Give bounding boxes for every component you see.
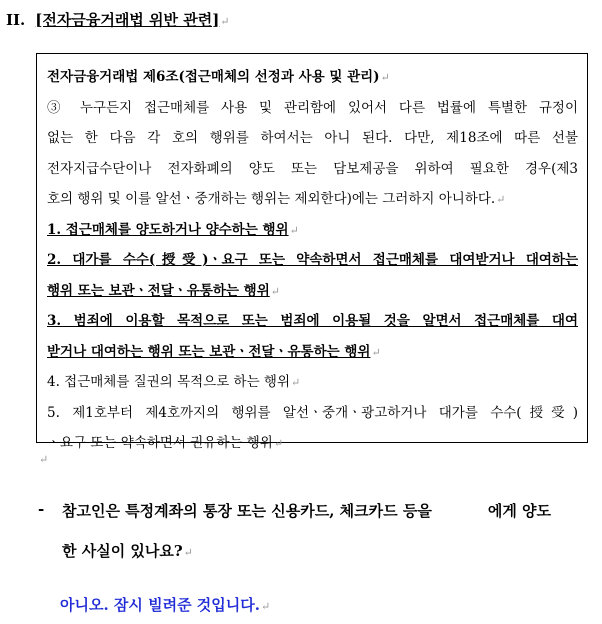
statute-box	[36, 53, 588, 451]
answer-text: 아니오. 잠시 빌려준 것입니다.↵	[60, 596, 271, 614]
article-item-5b: ㆍ요구 또는 약속하면서 권유하는 행위↵	[47, 435, 284, 451]
question-text-left: 참고인은 특정계좌의 통장 또는 신용카드, 체크카드 등을	[62, 502, 432, 520]
question-text-right: 에게 양도	[487, 502, 552, 520]
paragraph-mark: ↵	[39, 453, 49, 466]
paragraph-mark: ↵	[273, 437, 284, 450]
article-line-4: 호의 행위 및 이를 알선ㆍ중개하는 행위는 제외한다)에는 그러하지 아니하다.↵	[47, 191, 506, 207]
paragraph-mark: ↵	[270, 284, 280, 298]
question-dash: -	[38, 500, 45, 518]
paragraph-mark: ↵	[261, 600, 271, 613]
paragraph-mark: ↵	[371, 345, 381, 359]
paragraph-mark: ↵	[496, 193, 506, 206]
article-line-2: 없는 한 다음 각 호의 행위를 하여서는 아니 된다. 다만, 제18조에 따른 선불	[47, 130, 578, 146]
article-line-3: 전자지급수단이나 전자화폐의 양도 또는 담보제공을 위하여 필요한 경우(제3	[47, 160, 578, 177]
paragraph-mark: ↵	[183, 546, 193, 559]
question-line-1	[62, 500, 602, 521]
paragraph-mark: ↵	[220, 15, 230, 28]
article-item-2b: 행위 또는 보관ㆍ전달ㆍ유통하는 행위↵	[47, 282, 280, 299]
empty-paragraph	[38, 448, 48, 467]
paragraph-mark: ↵	[291, 376, 301, 389]
article-item-3a: 3. 범죄에 이용할 목적으로 또는 범죄에 이용될 것을 알면서 접근매체를 대여	[47, 313, 578, 329]
section-heading	[6, 9, 230, 30]
section-title: [전자금융거래법 위반 관련]	[35, 11, 220, 29]
article-item-4: 4. 접근매체를 질권의 목적으로 하는 행위↵	[47, 374, 301, 390]
article-item-5a: 5. 제1호부터 제4호까지의 행위를 알선ㆍ중개ㆍ광고하거나 대가를 수수(授受)	[47, 404, 578, 421]
question-line-2: 한 사실이 있나요?↵	[62, 542, 193, 560]
article-item-3b: 받거나 대여하는 행위 또는 보관ㆍ전달ㆍ유통하는 행위↵	[47, 343, 381, 360]
article-item-2a: 2. 대가를 수수(授受)ㆍ요구 또는 약속하면서 접근매체를 대여받거나 대여하는	[47, 252, 578, 268]
article-title: 전자금융거래법 제6조(접근매체의 선정과 사용 및 관리)	[47, 69, 380, 85]
article-line-1: ③ 누구든지 접근매체를 사용 및 관리함에 있어서 다른 법률에 특별한 규정이	[47, 99, 578, 116]
paragraph-mark: ↵	[380, 71, 390, 84]
article-item-1: 1. 접근매체를 양도하거나 양수하는 행위↵	[47, 221, 299, 238]
section-number: II.	[6, 11, 26, 29]
paragraph-mark: ↵	[289, 223, 299, 237]
article-title-line	[47, 62, 578, 93]
